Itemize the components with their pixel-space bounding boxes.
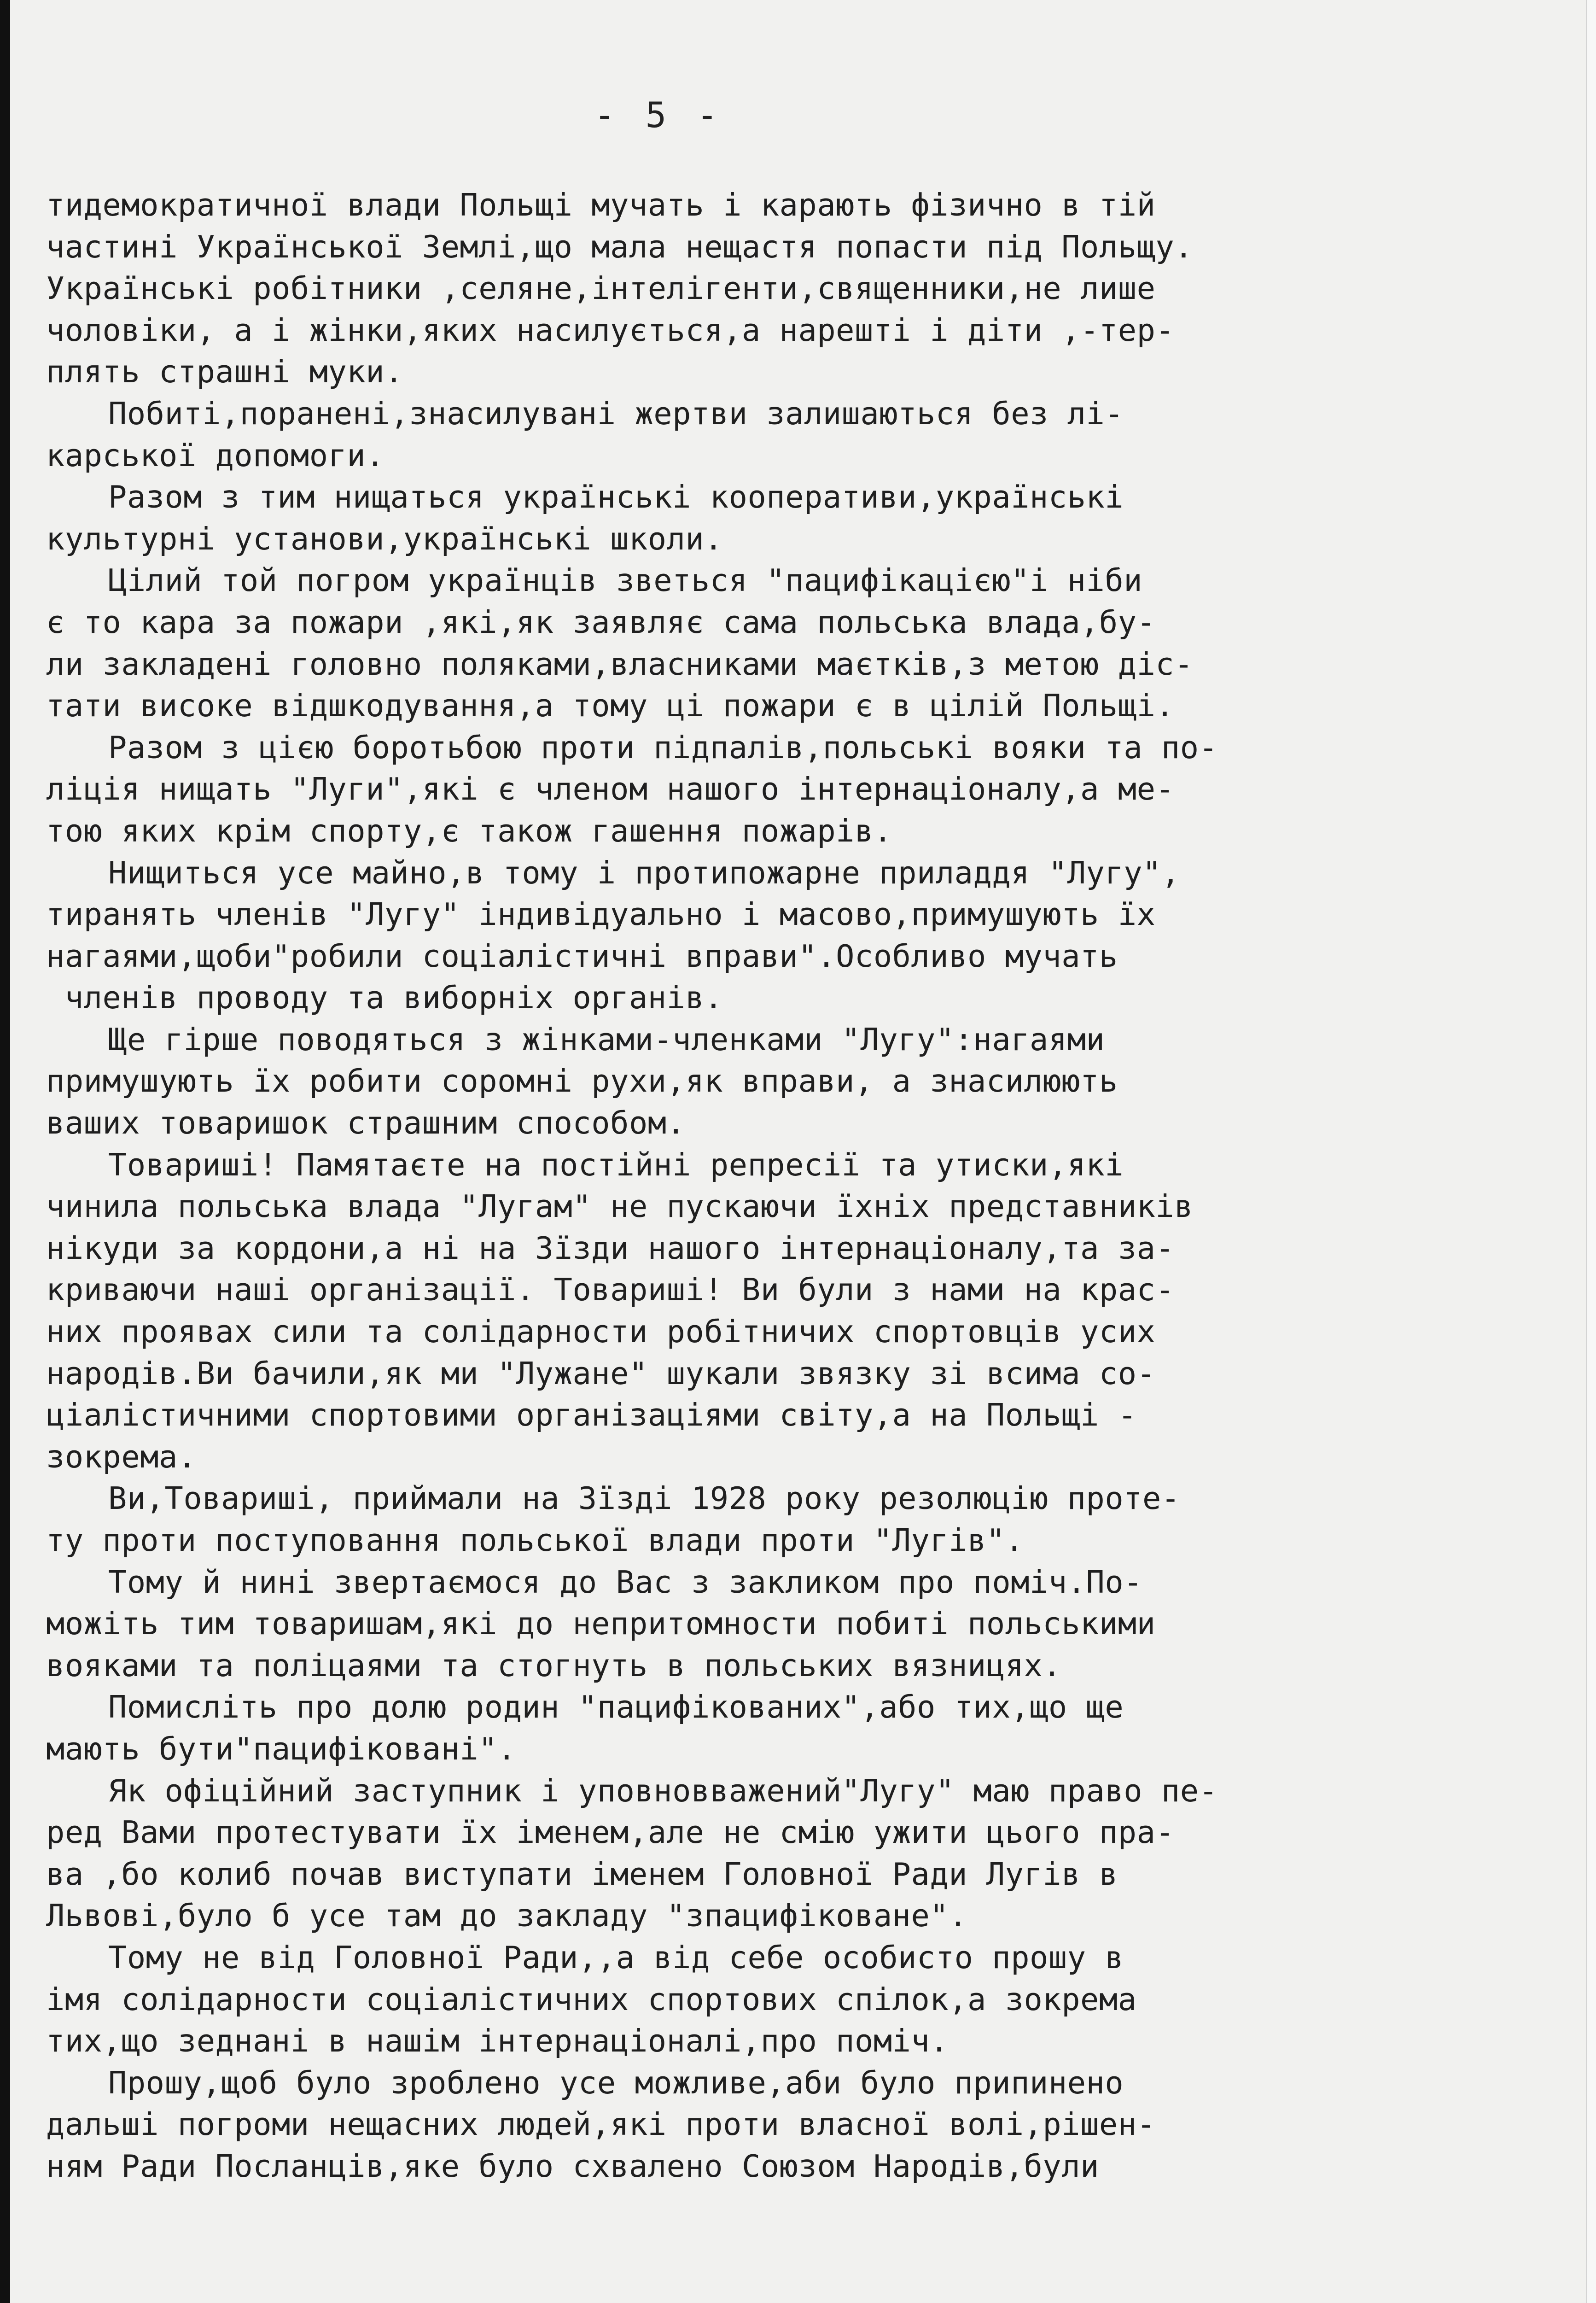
text-line: ва ,бо колиб почав виступати іменем Головної Ради Лугів в <box>46 1856 1118 1892</box>
text-line: Ще гірше поводяться з жінками-членками "Лугу":нагаями <box>108 1021 1105 1058</box>
text-line: Разом з тим нищаться українські кооперативи,українські <box>108 479 1124 515</box>
text-line: Ви,Товариші, приймали на Зїзді 1928 року резолюцію проте- <box>108 1480 1180 1517</box>
scan-border-right <box>1586 0 1596 2303</box>
text-line: плять страшні муки. <box>46 354 403 390</box>
text-line: нагаями,щоби"робили соціалістичні вправи".Особливо мучать <box>46 938 1118 974</box>
text-line: є то кара за пожари ,які,як заявляє сама польська влада,бу- <box>46 604 1156 640</box>
text-line: криваючи наші організації. Товариші! Ви були з нами на крас- <box>46 1272 1175 1308</box>
text-line: ням Ради Посланців,яке було схвалено Союзом Народів,були <box>46 2148 1099 2184</box>
text-line: дальші погроми нещасних людей,які проти власної волі,рішен- <box>46 2106 1156 2143</box>
text-line: нікуди за кордони,а ні на Зїзди нашого інтернаціоналу,та за- <box>46 1230 1175 1266</box>
text-line: ли закладені головно поляками,власниками маєтків,з метою діс- <box>46 646 1194 682</box>
text-line: Тому не від Головної Ради,,а від себе особисто прошу в <box>108 1939 1124 1976</box>
text-line: Нищиться усе майно,в тому і протипожарне приладдя "Лугу", <box>108 854 1180 891</box>
text-line: Товариші! Памятаєте на постійні репресії та утиски,які <box>108 1146 1124 1183</box>
text-line: ліція нищать "Луги",які є членом нашого інтернаціоналу,а ме- <box>46 771 1175 807</box>
text-line: ваших товаришок страшним способом. <box>46 1105 686 1141</box>
text-line: мають бути"пацифіковані". <box>46 1730 516 1767</box>
text-line: Помисліть про долю родин "пацифікованих",або тих,що ще <box>108 1689 1124 1725</box>
text-line: зокрема. <box>46 1438 197 1475</box>
text-line: ціалістичними спортовими організаціями світу,а на Польщі - <box>46 1397 1137 1433</box>
text-line: карської допомоги. <box>46 437 385 473</box>
text-line: тати високе відшкодування,а тому ці пожари є в цілій Польщі. <box>46 688 1175 724</box>
text-line: ту проти поступовання польської влади проти "Лугів". <box>46 1522 1024 1558</box>
text-line: чоловіки, а і жінки,яких насилується,а нарешті і діти ,-тер- <box>46 312 1175 348</box>
text-line: Як офіційний заступник і уповновважений"Лугу" маю право пе- <box>108 1772 1218 1809</box>
page-number: - 5 - <box>594 94 722 135</box>
text-line: тих,що зеднані в нашім інтернаціоналі,про поміч. <box>46 2023 949 2059</box>
scan-border-left <box>0 0 10 2303</box>
text-line: частині Української Землі,що мала нещастя попасти під Польщу. <box>46 228 1194 265</box>
text-line: чинила польська влада "Лугам" не пускаючи їхніх представників <box>46 1188 1194 1225</box>
text-line: Побиті,поранені,знасилувані жертви залишаються без лі- <box>108 395 1124 432</box>
text-line: Львові,було б усе там до закладу "зпацифіковане". <box>46 1898 968 1934</box>
text-line: Разом з цією боротьбою проти підпалів,польські вояки та по- <box>108 729 1218 766</box>
text-line: них проявах сили та солідарности робітничих спортовців усих <box>46 1314 1156 1350</box>
text-line: Прошу,щоб було зроблено усе можливе,аби було припинено <box>108 2064 1124 2101</box>
text-line: тою яких крім спорту,є також гашення пожарів. <box>46 812 892 849</box>
text-line: тиранять членів "Лугу" індивідуально і масово,примушують їх <box>46 896 1156 933</box>
text-line: вояками та поліцаями та стогнуть в польських вязницях. <box>46 1647 1062 1683</box>
text-line: тидемократичної влади Польщі мучать і карають фізично в тій <box>46 187 1156 223</box>
text-line: членів проводу та виборніх органів. <box>46 980 723 1016</box>
text-line: ред Вами протестувати їх іменем,але не смію ужити цього пра- <box>46 1814 1175 1851</box>
text-line: можіть тим товаришам,які до непритомности побиті польськими <box>46 1606 1156 1642</box>
text-line: Цілий той погром українців зветься "пацифікацією"і ніби <box>108 562 1143 599</box>
text-line: народів.Ви бачили,як ми "Лужане" шукали звязку зі всима со- <box>46 1355 1156 1391</box>
text-line: Українські робітники ,селяне,інтелігенти,священники,не лише <box>46 270 1156 307</box>
text-line: імя солідарности соціалістичних спортових спілок,а зокрема <box>46 1981 1137 2017</box>
text-line: Тому й нині звертаємося до Вас з закликом про поміч.По- <box>108 1564 1143 1600</box>
text-line: культурні установи,українські школи. <box>46 520 723 557</box>
text-line: примушують їх робити соромні рухи,як вправи, а знасилюють <box>46 1063 1118 1099</box>
body-text <box>46 184 1427 2187</box>
